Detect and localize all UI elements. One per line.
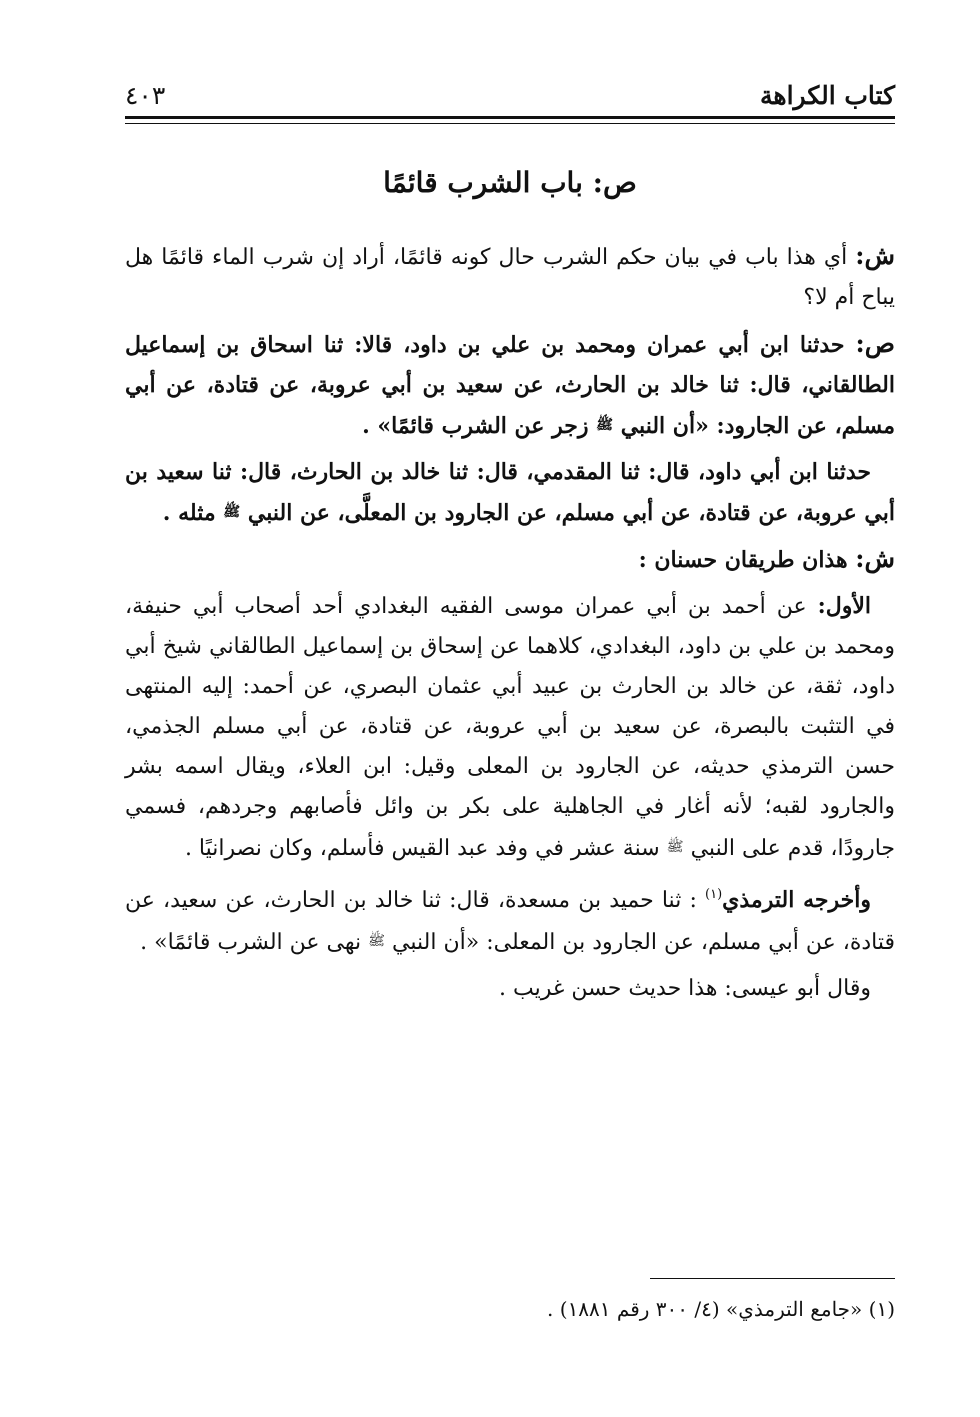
page-header — [125, 66, 895, 110]
paragraph-2-tail: زجر عن الشرب قائمًا» . — [362, 413, 589, 439]
paragraph-6-text: : ثنا حميد بن مسعدة، قال: ثنا خالد بن الحارث، عن سعيد، عن قتادة، عن أبي مسلم، عن الجارود بن المعلى: «أن النبي — [125, 888, 895, 955]
paragraph-3 — [125, 452, 895, 533]
header-rule-thick — [125, 116, 895, 119]
salla-icon: ﷺ — [596, 417, 614, 433]
paragraph-5-tail: سنة عشر في وفد عبد القيس فأسلم، وكان نصرانيًا . — [184, 836, 660, 861]
paragraph-1 — [125, 236, 895, 318]
paragraph-2 — [125, 324, 895, 446]
salla-icon: ﷺ — [223, 504, 241, 520]
paragraph-6-lead: وأخرجه الترمذي — [722, 887, 871, 913]
footnote: (١) «جامع الترمذي» (٤/ ٣٠٠ رقم ١٨٨١) . — [547, 1297, 895, 1321]
paragraph-1-text: أي هذا باب في بيان حكم الشرب حال كونه قائمًا، أراد إن شرب الماء قائمًا هل يباح أم لا؟ — [125, 245, 895, 310]
paragraph-5-lead: الأول: — [817, 593, 871, 619]
running-title: كتاب الكراهة — [760, 81, 895, 110]
footnote-ref: (١) — [705, 887, 723, 902]
salla-icon: ﷺ — [368, 933, 386, 949]
paragraph-7 — [125, 969, 895, 1009]
paragraph-7-text: وقال أبو عيسى: هذا حديث حسن غريب . — [499, 976, 871, 1001]
paragraph-3-text: حدثنا ابن أبي داود، قال: ثنا المقدمي، قال: ثنا خالد بن الحارث، قال: ثنا سعيد بن أبي عروبة، عن قتادة، عن أبي مسلم، عن الجارود بن المعلَّى، عن النبي — [125, 459, 895, 526]
paragraph-4-text: هذان طريقان حسنان : — [638, 547, 848, 573]
paragraph-6 — [125, 875, 895, 963]
page-number: ٤٠٣ — [125, 81, 166, 110]
paragraph-2-text: حدثنا ابن أبي عمران ومحمد بن علي بن داود، قالا: ثنا اسحاق بن إسماعيل الطالقاني، قال: ثنا خالد بن الحارث، عن سعيد بن أبي عروبة، عن قتادة، عن أبي مسلم، عن الجارود: «أن النبي — [125, 332, 895, 439]
footnote-rule — [650, 1278, 895, 1279]
main-text — [125, 236, 895, 1015]
sad-marker: ص: — [855, 329, 895, 358]
paragraph-4 — [125, 539, 895, 580]
paragraph-5 — [125, 586, 895, 869]
shin-marker: ش: — [855, 544, 895, 573]
shin-marker: ش: — [855, 241, 895, 270]
paragraph-6-tail: نهى عن الشرب قائمًا» . — [140, 930, 362, 955]
chapter-heading: ص: باب الشرب قائمًا — [383, 166, 637, 199]
paragraph-3-tail: مثله . — [162, 500, 216, 526]
salla-icon: ﷺ — [666, 839, 684, 855]
header-rule-thin — [125, 123, 895, 124]
paragraph-5-text: عن أحمد بن أبي عمران موسى الفقيه البغدادي أحد أصحاب أبي حنيفة، ومحمد بن علي بن داود، البغدادي، كلاهما عن إسحاق بن إسماعيل الطالقاني شيخ أبي داود، ثقة، عن خالد بن الحارث بن عبيد أبي عثمان البصري، عن أحمد: إليه المنتهى في التثبت بالبصرة، عن سعيد بن أبي عروبة، عن قتادة، عن أبي مسلم الجذمي، حسن الترمذي حديثه، عن الجارود بن المعلى وقيل: ابن العلاء، ويقال اسمه بشر والجارود لقبه؛ لأنه أغار في الجاهلية على بكر بن وائل فأصابهم وجردهم، فسمي جارودًا، قدم على النبي — [125, 594, 895, 861]
